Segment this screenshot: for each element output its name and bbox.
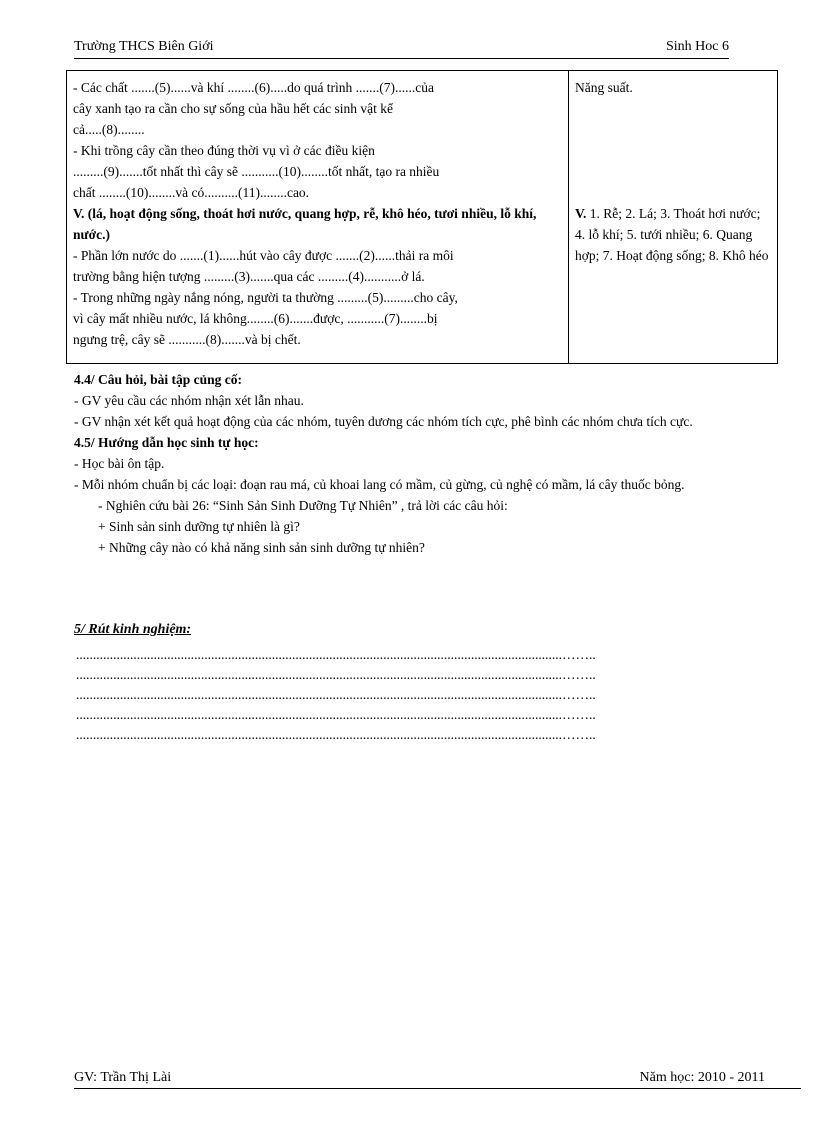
question-line: - Phần lớn nước do .......(1)......hút vào cây được .......(2)......thải ra môi	[73, 248, 454, 263]
question-item: + Sinh sản sinh dưỡng tự nhiên là gì?	[98, 519, 300, 534]
section-4-5-line: - Học bài ôn tập.	[74, 456, 165, 471]
question-line: - Khi trồng cây cần theo đúng thời vụ vì ở các điều kiện	[73, 143, 375, 158]
question-line: .........(9).......tốt nhất thì cây sẽ ...........(10)........tốt nhất, tạo ra nhiều	[73, 164, 440, 179]
exercise-table	[66, 70, 778, 364]
section-4-4-title: 4.4/ Câu hỏi, bài tập củng cố:	[74, 372, 243, 387]
subject-name: Sinh Hoc 6	[666, 39, 729, 54]
question-line: cây xanh tạo ra cần cho sự sống của hầu hết các sinh vật kể	[73, 101, 393, 116]
notes-lines	[76, 645, 726, 745]
answer-top: Năng suất.	[575, 80, 633, 95]
page-footer	[74, 1070, 801, 1089]
answer-v	[575, 203, 773, 266]
question-line: trường bằng hiện tượng .........(3).......qua các .........(4)...........ở lá.	[73, 269, 425, 284]
section-5-title: 5/ Rút kinh nghiệm:	[74, 622, 192, 637]
school-year: Năm học: 2010 - 2011	[639, 1070, 765, 1085]
dotted-line: ................................................................................................................................................……..	[76, 687, 596, 702]
dotted-line: ................................................................................................................................................……..	[76, 707, 596, 722]
page-header	[74, 38, 729, 59]
question-line: ngưng trệ, cây sẽ ...........(8).......và bị chết.	[73, 332, 301, 347]
answers-cell	[575, 77, 773, 266]
question-line: chất ........(10)........và có..........(11)........cao.	[73, 185, 310, 200]
question-line: cả.....(8)........	[73, 122, 145, 137]
dotted-line: ................................................................................................................................................……..	[76, 647, 596, 662]
question-line: - Trong những ngày nắng nóng, người ta thường .........(5).........cho cây,	[73, 290, 458, 305]
question-item: + Những cây nào có khả năng sinh sản sinh dưỡng tự nhiên?	[98, 540, 425, 555]
dotted-line: ................................................................................................................................................……..	[76, 667, 596, 682]
answer-v-label: V.	[575, 206, 587, 221]
research-line: - Nghiên cứu bài 26: “Sinh Sản Sinh Dưỡng Tự Nhiên” , trả lời các câu hỏi:	[98, 498, 508, 513]
section-4-4-line: - GV yêu cầu các nhóm nhận xét lẫn nhau.	[74, 393, 304, 408]
column-divider	[568, 71, 569, 363]
teacher-name: GV: Trần Thị Lài	[74, 1070, 172, 1085]
main-content	[74, 369, 774, 558]
section-4-5-line: - Mỗi nhóm chuẩn bị các loại: đoạn rau má, củ khoai lang có mầm, củ gừng, củ nghệ có mầm, lá cây thuốc bỏng.	[74, 477, 685, 492]
dotted-line: ................................................................................................................................................……..	[76, 727, 596, 742]
exercise-v-heading: V. (lá, hoạt động sống, thoát hơi nước, quang hợp, rễ, khô héo, tươi nhiều, lỗ khí, nước.)	[73, 206, 537, 242]
section-4-4-line: - GV nhận xét kết quả hoạt động của các nhóm, tuyên dương các nhóm tích cực, phê bình các nhóm chưa tích cực.	[74, 414, 693, 429]
question-line: - Các chất .......(5)......và khí ........(6).....do quá trình .......(7)......của	[73, 80, 435, 95]
answer-v-text: 1. Rễ; 2. Lá; 3. Thoát hơi nước; 4. lỗ khí; 5. tưới nhiều; 6. Quang hợp; 7. Hoạt động sống; 8. Khô héo	[575, 206, 769, 263]
questions-cell	[73, 77, 565, 350]
school-name: Trường THCS Biên Giới	[74, 39, 214, 54]
section-4-5-title: 4.5/ Hướng dẫn học sinh tự học:	[74, 435, 259, 450]
question-line: vì cây mất nhiều nước, lá không........(6).......được, ...........(7)........bị	[73, 311, 438, 326]
